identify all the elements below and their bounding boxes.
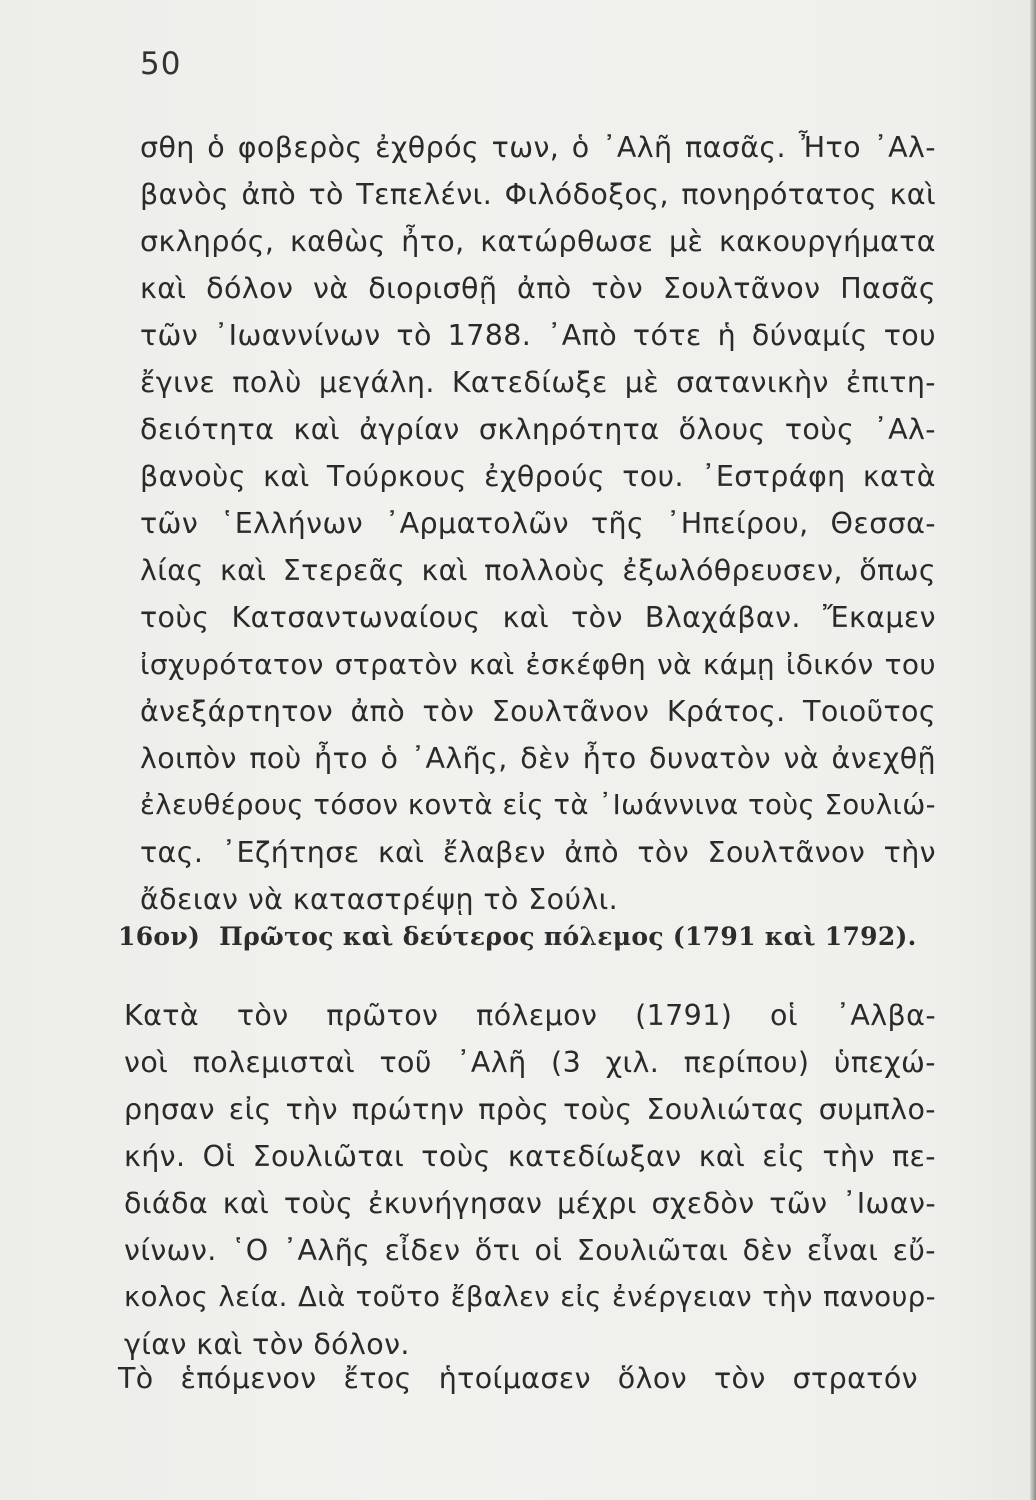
text-line: σθη ὁ φοβερὸς ἐχθρός των, ὁ ᾿Αλῆ πασᾶς. Ἦτο ᾿Αλ- bbox=[140, 131, 936, 164]
text-line: νίνων. ῾Ο ᾿Αλῆς εἶδεν ὅτι οἱ Σουλιῶται δὲν εἶναι εὔ- bbox=[124, 1234, 936, 1267]
section-heading bbox=[118, 922, 928, 951]
text-line: δειότητα καὶ ἀγρίαν σκληρότητα ὅλους τοὺς ᾿Αλ- bbox=[140, 413, 936, 446]
text-line: ἰσχυρότατον στρατὸν καὶ ἐσκέφθη νὰ κάμῃ ἰδικόν του bbox=[140, 648, 936, 681]
text-line: καὶ δόλον νὰ διορισθῇ ἀπὸ τὸν Σουλτᾶνον Πασᾶς bbox=[140, 272, 936, 305]
text-line: διάδα καὶ τοὺς ἐκυνήγησαν μέχρι σχεδὸν τῶν ᾿Ιωαν- bbox=[124, 1187, 936, 1220]
text-line: Κατὰ τὸν πρῶτον πόλεμον (1791) οἱ ᾿Αλβα- bbox=[124, 999, 936, 1032]
text-line: τῶν ῾Ελλήνων ᾿Αρματολῶν τῆς ᾿Ηπείρου, Θεσσα- bbox=[140, 507, 936, 540]
text-line: νοὶ πολεμισταὶ τοῦ ᾿Αλῆ (3 χιλ. περίπου) ὑπεχώ- bbox=[124, 1046, 936, 1079]
section-title: Πρῶτος καὶ δεύτερος πόλεμος (1791 καὶ 1792). bbox=[219, 922, 917, 951]
section-number: 16ον) bbox=[118, 922, 201, 951]
text-line: ἄδειαν νὰ καταστρέψῃ τὸ Σούλι. bbox=[140, 883, 619, 916]
text-line: κήν. Οἱ Σουλιῶται τοὺς κατεδίωξαν καὶ εἰς τὴν πε- bbox=[124, 1140, 936, 1173]
text-line: Τὸ ἑπόμενον ἔτος ἡτοίμασεν ὅλον τὸν στρατόν bbox=[118, 1362, 918, 1395]
text-line: κολος λεία. Διὰ τοῦτο ἔβαλεν εἰς ἐνέργειαν τὴν πανουρ- bbox=[124, 1281, 936, 1313]
text-line: ἐλευθέρους τόσον κοντὰ εἰς τὰ ᾿Ιωάννινα τοὺς Σουλιώ- bbox=[140, 789, 936, 821]
paragraph-3 bbox=[118, 1355, 918, 1402]
text-line: ἀνεξάρτητον ἀπὸ τὸν Σουλτᾶνον Κράτος. Τοιοῦτος bbox=[140, 695, 936, 728]
page-number: 50 bbox=[140, 46, 182, 82]
text-line: τας. ᾿Εζήτησε καὶ ἔλαβεν ἀπὸ τὸν Σουλτᾶνον τὴν bbox=[140, 836, 936, 869]
text-line: βανὸς ἀπὸ τὸ Τεπελένι. Φιλόδοξος, πονηρότατος καὶ bbox=[140, 178, 936, 211]
text-line: γίαν καὶ τὸν δόλον. bbox=[124, 1328, 410, 1361]
text-line: τοὺς Κατσαντωναίους καὶ τὸν Βλαχάβαν. Ἔκαμεν bbox=[140, 601, 936, 634]
text-line: βανοὺς καὶ Τούρκους ἐχθρούς του. ᾿Εστράφη κατὰ bbox=[140, 460, 936, 493]
text-line: τῶν ᾿Ιωαννίνων τὸ 1788. ᾿Απὸ τότε ἡ δύναμίς του bbox=[140, 319, 936, 352]
page-edge-shadow bbox=[1030, 0, 1036, 1500]
paragraph-1 bbox=[140, 124, 936, 923]
text-line: ἔγινε πολὺ μεγάλη. Κατεδίωξε μὲ σατανικὴν ἐπιτη- bbox=[140, 366, 936, 399]
text-line: λίας καὶ Στερεᾶς καὶ πολλοὺς ἐξωλόθρευσεν, ὅπως bbox=[140, 554, 936, 587]
text-line: λοιπὸν ποὺ ἦτο ὁ ᾿Αλῆς, δὲν ἦτο δυνατὸν νὰ ἀνεχθῇ bbox=[140, 742, 936, 775]
text-line: σκληρός, καθὼς ἦτο, κατώρθωσε μὲ κακουργήματα bbox=[140, 225, 936, 258]
paragraph-2 bbox=[124, 992, 936, 1368]
text-line: ρησαν εἰς τὴν πρώτην πρὸς τοὺς Σουλιώτας συμπλο- bbox=[124, 1093, 936, 1126]
